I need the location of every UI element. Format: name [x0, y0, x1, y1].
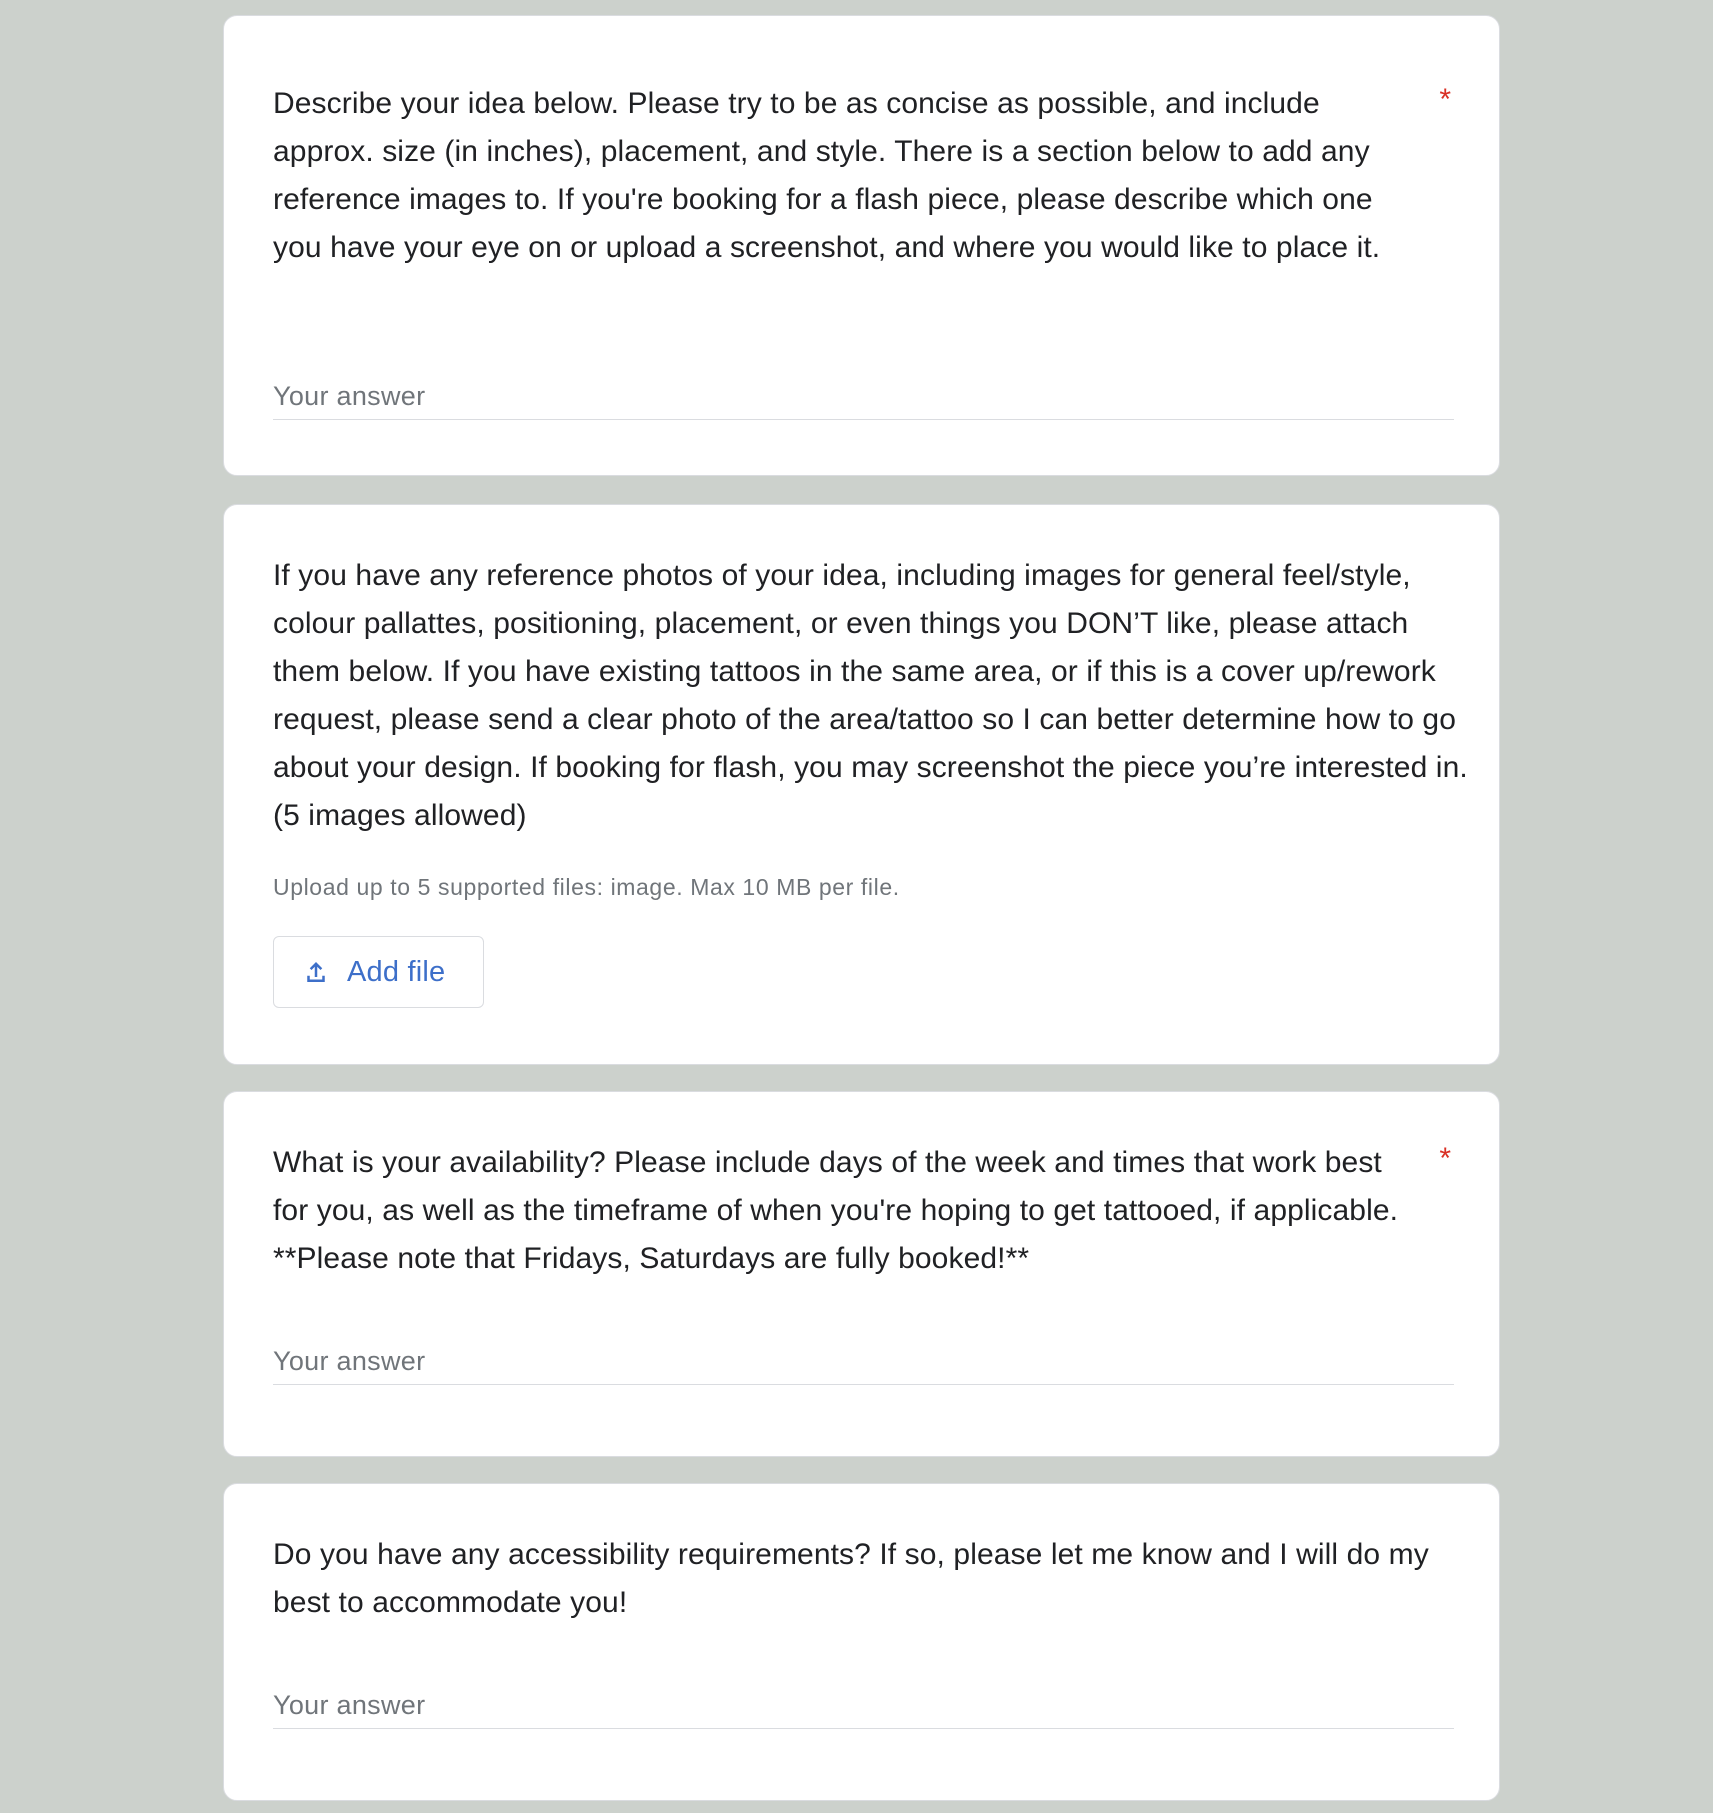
question-title-idea: Describe your idea below. Please try to be as concise as possible, and include approx. size (in inches), placement, and style. There is a section below to add any reference images to. If you're booking for a flash piece, please describe which one you have your eye on or upload a screenshot, and where you would like to place it. [273, 87, 1381, 264]
upload-icon [301, 957, 331, 987]
question-card-availability [223, 1091, 1500, 1457]
required-asterisk: * [1439, 1142, 1451, 1175]
question-title-availability: What is your availability? Please include days of the week and times that work best for you, as well as the timeframe of when you're hoping to get tattooed, if applicable. **Please note that Fridays, Saturdays are fully booked!** [273, 1146, 1399, 1275]
add-file-button[interactable] [273, 936, 484, 1008]
question-card-idea [223, 15, 1500, 476]
question-card-reference-photos [223, 504, 1500, 1065]
idea-answer-input[interactable] [273, 374, 1454, 420]
availability-answer-input[interactable] [273, 1339, 1454, 1385]
question-card-accessibility [223, 1483, 1500, 1801]
accessibility-answer-input[interactable] [273, 1683, 1454, 1729]
required-asterisk: * [1439, 83, 1451, 116]
question-title-accessibility: Do you have any accessibility requirements? If so, please let me know and I will do my best to accommodate you! [273, 1538, 1429, 1619]
upload-limits-hint: Upload up to 5 supported files: image. Max 10 MB per file. [273, 874, 900, 900]
question-title-reference-photos: If you have any reference photos of your idea, including images for general feel/style, colour pallattes, positioning, placement, or even things you DON’T like, please attach them below. If you have existing tattoos in the same area, or if this is a cover up/rework request, please send a clear photo of the area/tattoo so I can better determine how to go about your design. If booking for flash, you may screenshot the piece you’re interested in. (5 images allowed) [273, 559, 1468, 832]
add-file-label: Add file [347, 955, 446, 988]
